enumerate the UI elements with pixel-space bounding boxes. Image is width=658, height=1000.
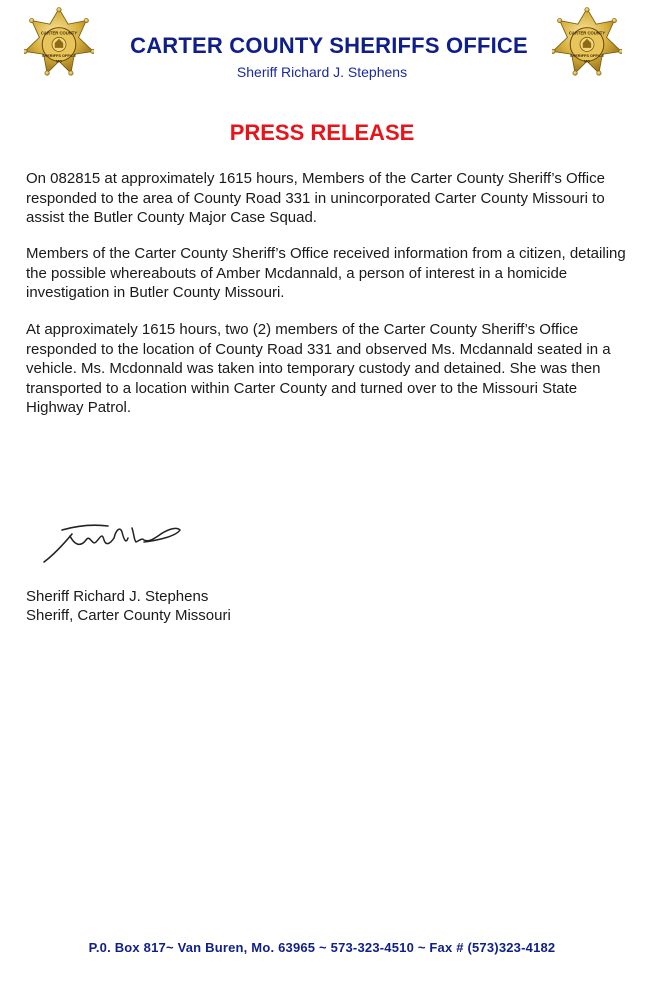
- footer-contact: P.0. Box 817~ Van Buren, Mo. 63965 ~ 573-323-4510 ~ Fax # (573)323-4182: [88, 940, 556, 955]
- svg-text:SHERIFFS OFFICE: SHERIFFS OFFICE: [41, 54, 77, 58]
- svg-text:MO: MO: [584, 59, 590, 64]
- signatory-title: Sheriff, Carter County Missouri: [26, 607, 231, 624]
- office-name: CARTER COUNTY SHERIFFS OFFICE: [130, 33, 528, 58]
- svg-text:CARTER COUNTY: CARTER COUNTY: [40, 30, 78, 36]
- press-release-title: PRESS RELEASE: [229, 120, 415, 145]
- release-paragraph-2: Members of the Carter County Sheriff’s Office received information from a citizen, detailing the possible whereabouts of Amber Mcdannald, a person of interest in a homicide investigation in Butler County Missouri.: [26, 245, 626, 301]
- release-paragraph-3: At approximately 1615 hours, two (2) members of the Carter County Sheriff’s Office responded to the location of County Road 331 and observed Ms. Mcdannald seated in a vehicle. Ms. Mcdonnald was taken into temporary custody and detained. She was then transported to a location within Carter County and turned over to the Missouri State Highway Patrol.: [26, 321, 611, 416]
- svg-text:MO: MO: [56, 59, 62, 64]
- signatory-name: Sheriff Richard J. Stephens: [26, 588, 209, 605]
- handwritten-signature: [40, 518, 182, 568]
- svg-text:SHERIFFS OFFICE: SHERIFFS OFFICE: [569, 54, 605, 58]
- sheriff-subtitle: Sheriff Richard J. Stephens: [236, 64, 408, 80]
- release-paragraph-1: On 082815 at approximately 1615 hours, Members of the Carter County Sheriff’s Office responded to the area of County Road 331 in unincorporated Carter County Missouri to assist the Butler County Major Case Squad.: [26, 170, 605, 226]
- svg-text:CARTER COUNTY: CARTER COUNTY: [568, 30, 606, 36]
